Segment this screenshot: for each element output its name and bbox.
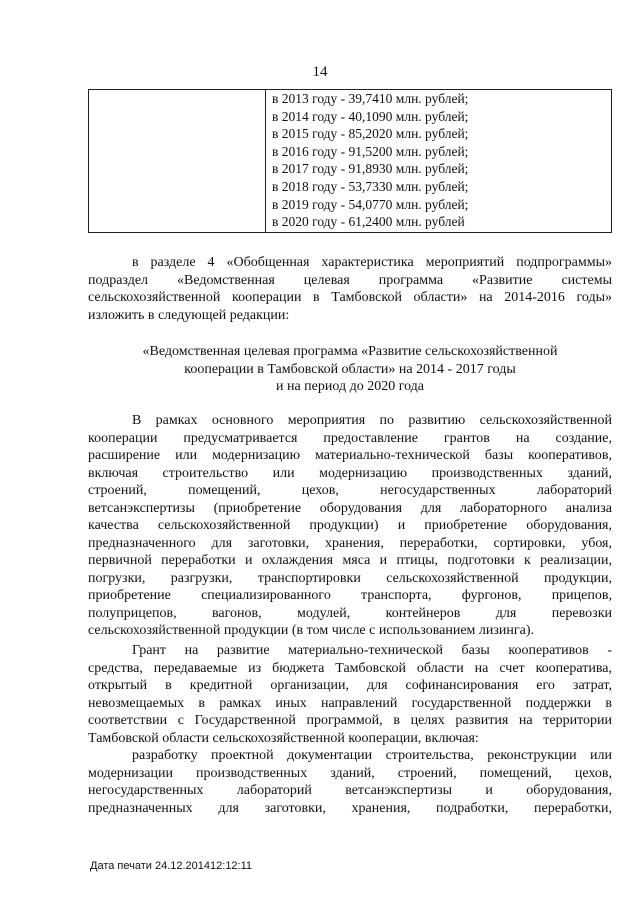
page-number: 14	[312, 64, 328, 80]
text-line: соответствии с Государственной программой, в целях развития на территории	[88, 713, 612, 728]
text-line: в разделе 4 «Обобщенная характеристика мероприятий подпрограммы»	[132, 255, 612, 270]
table-values-cell	[266, 90, 468, 232]
text-line: сельскохозяйственной продукции (в том числе с использованием лизинга).	[88, 623, 534, 638]
paragraph-1	[88, 412, 612, 640]
text-line: разработку проектной документации строительства, реконструкции или	[132, 748, 612, 763]
text-line: расширение или модернизацию материально-технической базы кооперативов,	[88, 448, 612, 463]
text-line: негосударственных лабораторий ветсанэкспертизы и оборудования,	[88, 783, 612, 798]
paragraph-2	[88, 642, 612, 747]
intro-paragraph	[88, 254, 612, 324]
text-line: подраздел «Ведомственная целевая программа «Развитие системы	[88, 272, 612, 288]
text-line: приобретение специализированного транспорта, фургонов, прицепов,	[88, 588, 612, 603]
text-line: изложить в следующей редакции:	[88, 307, 290, 323]
text-line: ветсанэкспертизы (приобретение оборудования для лабораторного анализа	[88, 500, 612, 516]
text-line: Тамбовской области сельскохозяйственной кооперации, включая:	[88, 730, 479, 746]
text-line: качества сельскохозяйственной продукции) и приобретение оборудования,	[88, 518, 612, 533]
heading-line: «Ведомственная целевая программа «Развитие сельскохозяйственной	[142, 344, 558, 359]
text-line: предназначенных для заготовки, хранения, подработки, переработки,	[88, 800, 612, 816]
heading-line: кооперации в Тамбовской области» на 2014 - 2017 годы	[184, 361, 516, 377]
text-line: средства, передаваемые из бюджета Тамбовской области на счет кооператива,	[88, 660, 612, 676]
heading-line: и на период до 2020 года	[275, 379, 425, 394]
table-row: в 2014 году - 40,1090 млн. рублей;	[272, 108, 469, 124]
table-row: в 2020 году - 61,2400 млн. рублей	[272, 214, 465, 230]
text-line: В рамках основного мероприятия по развитию сельскохозяйственной	[132, 413, 612, 428]
table-empty-cell	[89, 90, 266, 232]
text-line: полуприцепов, вагонов, модулей, контейнеров для перевозки	[88, 605, 612, 621]
text-line: открытый в кредитной организации, для софинансирования его затрат,	[88, 678, 612, 693]
text-line: Грант на развитие материально-технической базы кооперативов -	[132, 643, 612, 658]
text-line: модернизации производственных зданий, строений, помещений, цехов,	[88, 765, 612, 781]
text-line: сельскохозяйственной кооперации в Тамбовской области» на 2014-2016 годы»	[88, 290, 612, 305]
section-heading	[88, 343, 612, 396]
text-line: предназначенного для заготовки, хранения, переработки, сортировки, убоя,	[88, 535, 612, 551]
text-line: строений, помещений, цехов, негосударственных лабораторий	[88, 483, 612, 498]
table-row: в 2019 году - 54,0770 млн. рублей;	[272, 196, 469, 212]
print-date-footer: Дата печати 24.12.201412:12:11	[90, 860, 253, 872]
table-row: в 2018 году - 53,7330 млн. рублей;	[272, 178, 469, 194]
text-line: первичной переработки и охлаждения мяса и птицы, подготовки к реализации,	[88, 553, 612, 568]
table-row: в 2013 году - 39,7410 млн. рублей;	[272, 91, 469, 106]
paragraph-3	[88, 747, 612, 817]
financing-table	[88, 89, 612, 233]
text-line: невозмещаемых в рамках иных направлений государственной поддержки в	[88, 695, 612, 711]
text-line: погрузки, разгрузки, транспортировки сельскохозяйственной продукции,	[88, 570, 612, 586]
text-line: кооперации предусматривается предоставление грантов на создание,	[88, 430, 612, 446]
table-row: в 2016 году - 91,5200 млн. рублей;	[272, 143, 469, 159]
table-row: в 2017 году - 91,8930 млн. рублей;	[272, 161, 469, 177]
text-line: включая строительство или модернизацию производственных зданий,	[88, 465, 612, 481]
table-row: в 2015 году - 85,2020 млн. рублей;	[272, 126, 469, 142]
